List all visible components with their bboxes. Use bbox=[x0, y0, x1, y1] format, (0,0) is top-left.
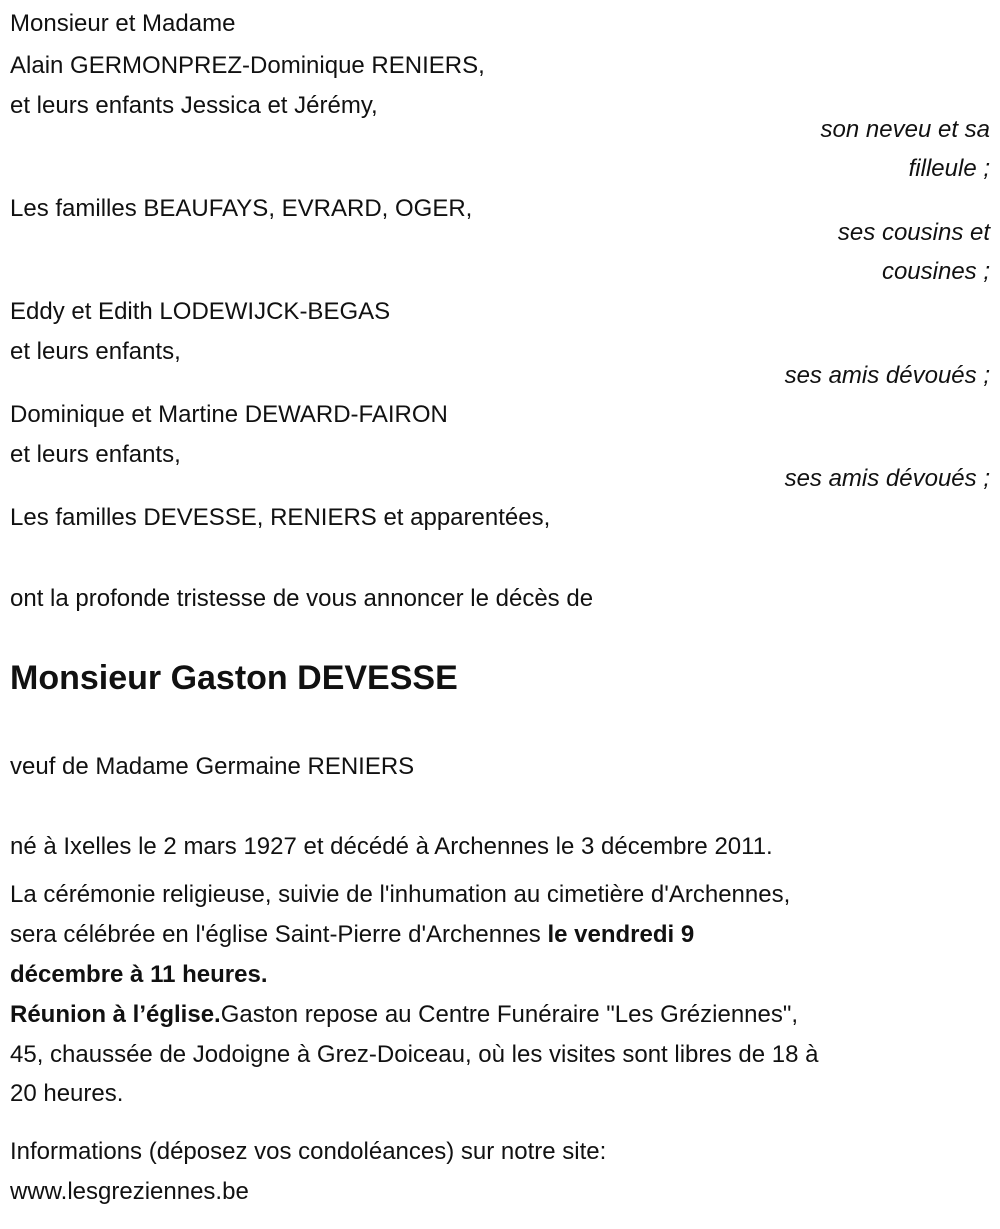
visit-line bbox=[10, 995, 798, 1035]
meeting-place: Réunion à l’église. bbox=[10, 1001, 221, 1028]
widow-line: veuf de Madame Germaine RENIERS bbox=[10, 753, 415, 780]
relation-label: cousines ; bbox=[881, 258, 990, 285]
family-line: et leurs enfants, bbox=[10, 441, 181, 468]
relation-label: son neveu et sa bbox=[820, 116, 990, 143]
visit-line: 20 heures. bbox=[10, 1080, 124, 1107]
visit-text: Gaston repose au Centre Funéraire "Les Gréziennes", bbox=[220, 1001, 799, 1028]
ceremony-line bbox=[10, 915, 694, 955]
ceremony-text: sera célébrée en l'église Saint-Pierre d'Archennes bbox=[10, 921, 548, 948]
website-link[interactable]: www.lesgreziennes.be bbox=[10, 1178, 249, 1205]
relation-label: ses amis dévoués ; bbox=[784, 465, 990, 492]
family-line: Les familles BEAUFAYS, EVRARD, OGER, bbox=[10, 195, 473, 222]
dates-line: né à Ixelles le 2 mars 1927 et décédé à Archennes le 3 décembre 2011. bbox=[10, 833, 773, 860]
visit-line: 45, chaussée de Jodoigne à Grez-Doiceau, où les visites sont libres de 18 à bbox=[10, 1041, 819, 1068]
family-line: Monsieur et Madame bbox=[10, 10, 236, 37]
deceased-name: Monsieur Gaston DEVESSE bbox=[10, 659, 458, 697]
family-line: Alain GERMONPREZ-Dominique RENIERS, bbox=[10, 52, 485, 79]
ceremony-line: La cérémonie religieuse, suivie de l'inhumation au cimetière d'Archennes, bbox=[10, 881, 791, 908]
info-line: Informations (déposez vos condoléances) sur notre site: bbox=[10, 1138, 607, 1165]
ceremony-time: décembre à 11 heures. bbox=[10, 961, 268, 988]
family-line: et leurs enfants Jessica et Jérémy, bbox=[10, 92, 378, 119]
family-line: et leurs enfants, bbox=[10, 338, 181, 365]
family-line: Les familles DEVESSE, RENIERS et apparentées, bbox=[10, 504, 551, 531]
family-line: Dominique et Martine DEWARD-FAIRON bbox=[10, 401, 448, 428]
relation-label: ses cousins et bbox=[837, 219, 990, 246]
announcement: ont la profonde tristesse de vous annoncer le décès de bbox=[10, 585, 594, 612]
family-line: Eddy et Edith LODEWIJCK-BEGAS bbox=[10, 298, 391, 325]
ceremony-date: le vendredi 9 bbox=[547, 921, 695, 948]
ceremony-line bbox=[10, 955, 267, 995]
relation-label: filleule ; bbox=[908, 155, 990, 182]
relation-label: ses amis dévoués ; bbox=[784, 362, 990, 389]
